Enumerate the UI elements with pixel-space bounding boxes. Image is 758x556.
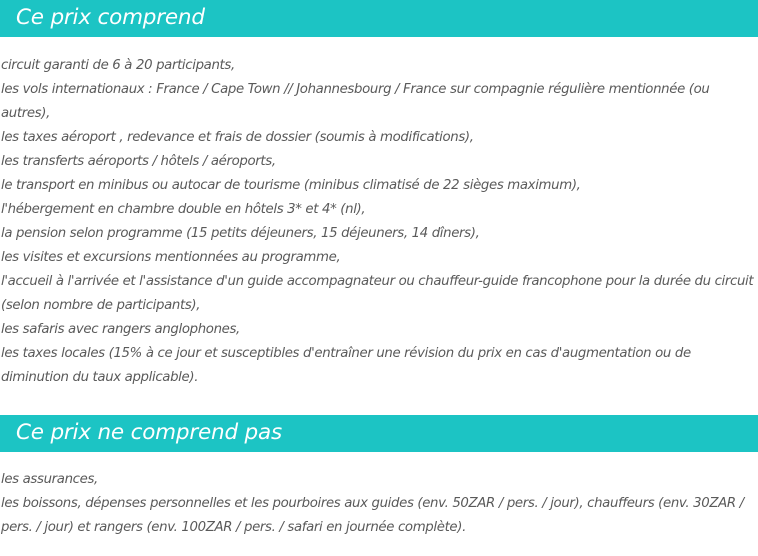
list-item: les taxes aéroport , redevance et frais de dossier (soumis à modifications), bbox=[1, 130, 474, 145]
list-item: les taxes locales (15% à ce jour et susceptibles d'entraîner une révision du prix en cas d'augmentation ou de diminution du taux applicable). bbox=[1, 346, 691, 385]
list-item: les assurances, bbox=[1, 472, 98, 487]
included-section-header bbox=[0, 0, 758, 37]
excluded-section-title: Ce prix ne comprend pas bbox=[16, 420, 282, 445]
excluded-section-header bbox=[0, 415, 758, 452]
list-item: les vols internationaux : France / Cape Town // Johannesbourg / France sur compagnie régulière mentionnée (ou autres), bbox=[1, 82, 710, 121]
list-item: le transport en minibus ou autocar de tourisme (minibus climatisé de 22 sièges maximum), bbox=[1, 178, 581, 193]
included-section-title: Ce prix comprend bbox=[16, 5, 205, 30]
list-item: les transferts aéroports / hôtels / aéroports, bbox=[1, 154, 276, 169]
list-item: circuit garanti de 6 à 20 participants, bbox=[1, 58, 235, 73]
list-item: l'hébergement en chambre double en hôtels 3* et 4* (nl), bbox=[1, 202, 366, 217]
list-item: les boissons, dépenses personnelles et les pourboires aux guides (env. 50ZAR / pers. / jour), chauffeurs (env. 30ZAR / pers. / jour) et rangers (env. 100ZAR / pers. / safari en journée complète). bbox=[1, 496, 744, 535]
included-items-list bbox=[1, 54, 758, 390]
list-item: la pension selon programme (15 petits déjeuners, 15 déjeuners, 14 dîners), bbox=[1, 226, 480, 241]
list-item: l'accueil à l'arrivée et l'assistance d'un guide accompagnateur ou chauffeur-guide francophone pour la durée du circuit (selon nombre de participants), bbox=[1, 274, 754, 313]
list-item: les visites et excursions mentionnées au programme, bbox=[1, 250, 341, 265]
excluded-items-list bbox=[1, 468, 758, 540]
list-item: les safaris avec rangers anglophones, bbox=[1, 322, 240, 337]
